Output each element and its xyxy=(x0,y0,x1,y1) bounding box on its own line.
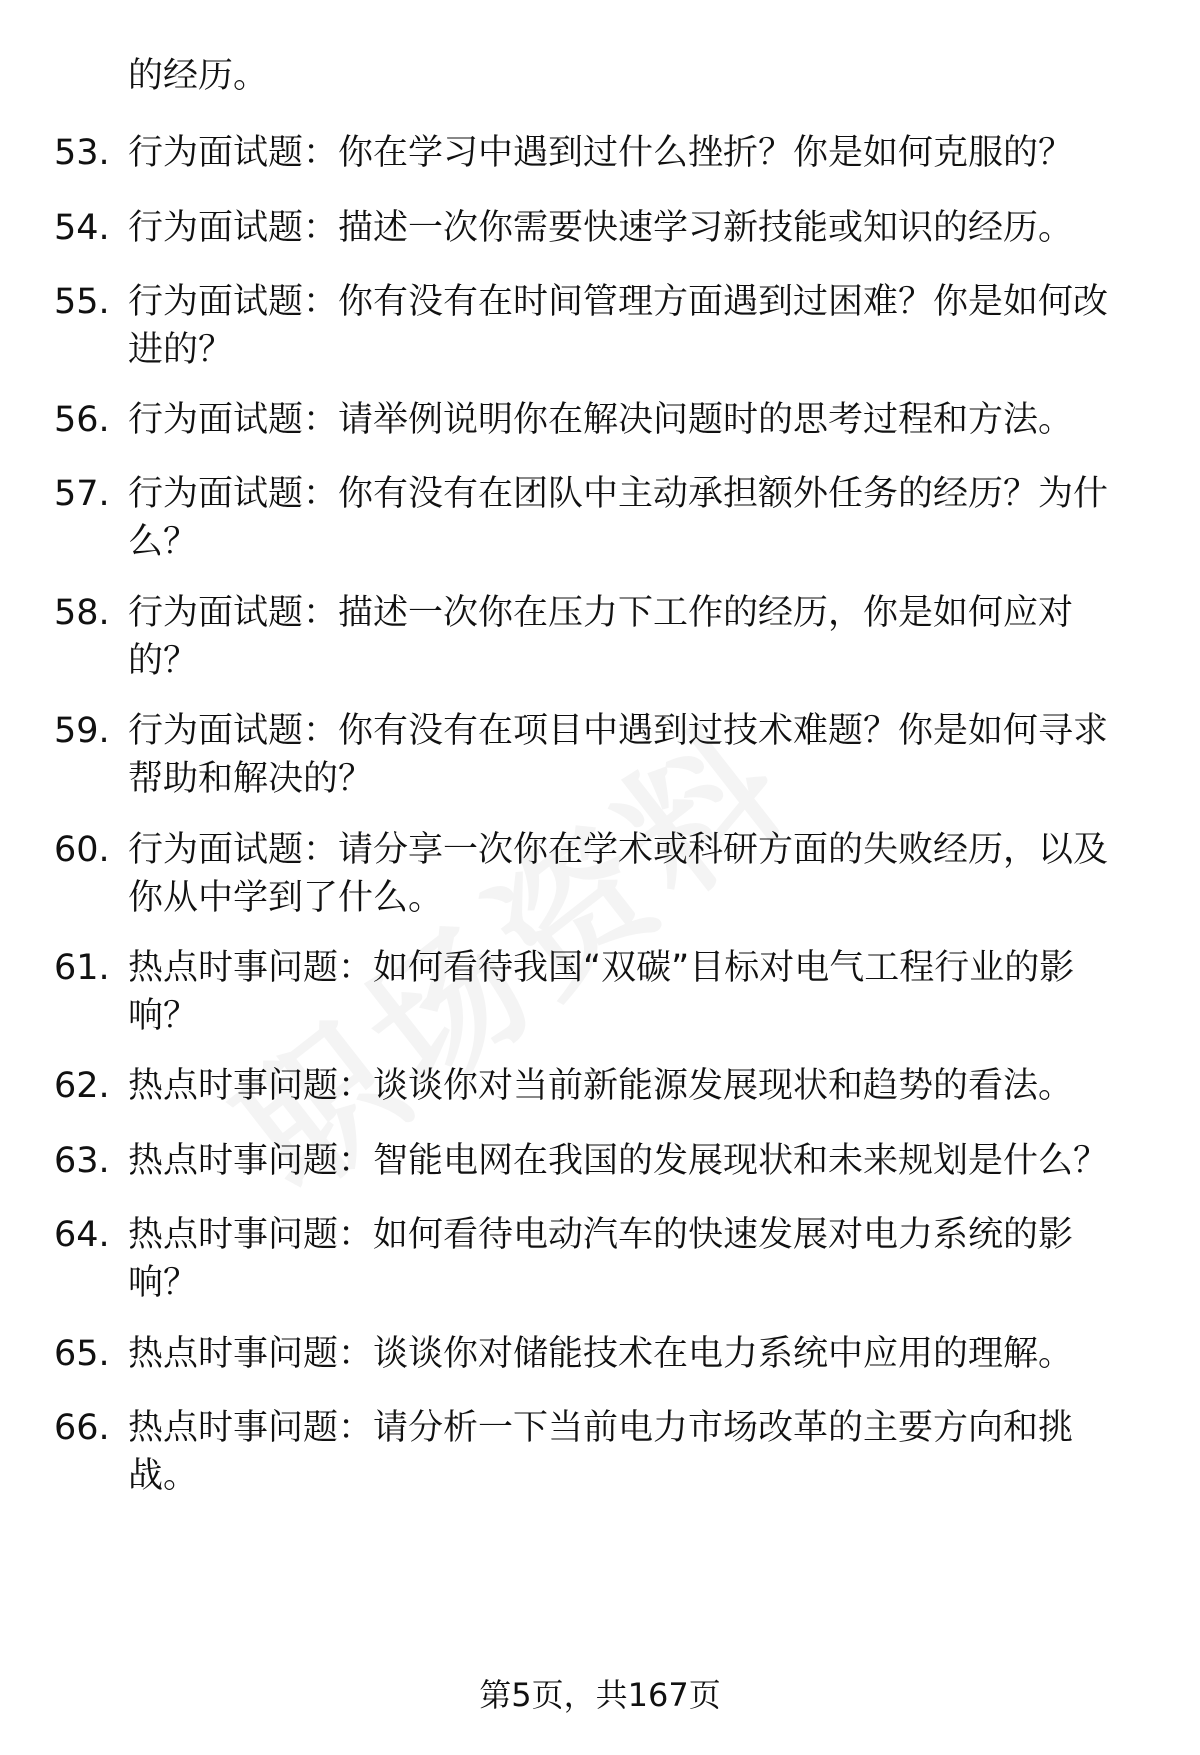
item-number: 60. xyxy=(54,830,110,870)
item-line-2: 进的？ xyxy=(128,330,234,370)
item-line-1: 行为面试题：请举例说明你在解决问题时的思考过程和方法。 xyxy=(128,400,1074,440)
item-line-1: 行为面试题：请分享一次你在学术或科研方面的失败经历，以及 xyxy=(128,830,1109,870)
item-number: 56. xyxy=(54,400,110,440)
item-line-1: 行为面试题：你在学习中遇到过什么挫折？你是如何克服的？ xyxy=(128,133,1074,173)
item-line-1: 热点时事问题：智能电网在我国的发展现状和未来规划是什么？ xyxy=(128,1141,1109,1181)
item-line-1: 行为面试题：描述一次你需要快速学习新技能或知识的经历。 xyxy=(128,208,1074,248)
item-number: 57. xyxy=(54,474,110,514)
item-line-2: 的？ xyxy=(128,641,199,681)
item-line-2: 你从中学到了什么。 xyxy=(128,878,444,918)
item-line-1: 热点时事问题：如何看待电动汽车的快速发展对电力系统的影 xyxy=(128,1215,1074,1255)
item-number: 55. xyxy=(54,282,110,322)
page-number-footer: 第5页，共167页 xyxy=(479,1676,721,1714)
item-line-1: 行为面试题：描述一次你在压力下工作的经历，你是如何应对 xyxy=(128,593,1074,633)
item-line-1: 行为面试题：你有没有在项目中遇到过技术难题？你是如何寻求 xyxy=(128,711,1109,751)
item-number: 58. xyxy=(54,593,110,633)
item-line-2: 战。 xyxy=(128,1456,199,1496)
item-line-2: 么？ xyxy=(128,522,199,562)
item-number: 61. xyxy=(54,948,110,988)
item-line-1: 热点时事问题：谈谈你对储能技术在电力系统中应用的理解。 xyxy=(128,1334,1074,1374)
item-line-2: 帮助和解决的？ xyxy=(128,759,374,799)
item-number: 54. xyxy=(54,208,110,248)
item-number: 65. xyxy=(54,1334,110,1374)
item-line-1: 热点时事问题：谈谈你对当前新能源发展现状和趋势的看法。 xyxy=(128,1066,1074,1106)
item-line-2: 响？ xyxy=(128,996,199,1036)
item-number: 64. xyxy=(54,1215,110,1255)
item-line-1: 行为面试题：你有没有在团队中主动承担额外任务的经历？为什 xyxy=(128,474,1109,514)
carryover-line: 的经历。 xyxy=(128,56,269,96)
item-line-2: 响？ xyxy=(128,1263,199,1303)
item-number: 66. xyxy=(54,1408,110,1448)
item-line-1: 行为面试题：你有没有在时间管理方面遇到过困难？你是如何改 xyxy=(128,282,1109,322)
item-number: 63. xyxy=(54,1141,110,1181)
item-number: 59. xyxy=(54,711,110,751)
item-line-1: 热点时事问题：如何看待我国“双碳”目标对电气工程行业的影 xyxy=(128,948,1075,988)
item-line-1: 热点时事问题：请分析一下当前电力市场改革的主要方向和挑 xyxy=(128,1408,1074,1448)
item-number: 62. xyxy=(54,1066,110,1106)
item-number: 53. xyxy=(54,133,110,173)
